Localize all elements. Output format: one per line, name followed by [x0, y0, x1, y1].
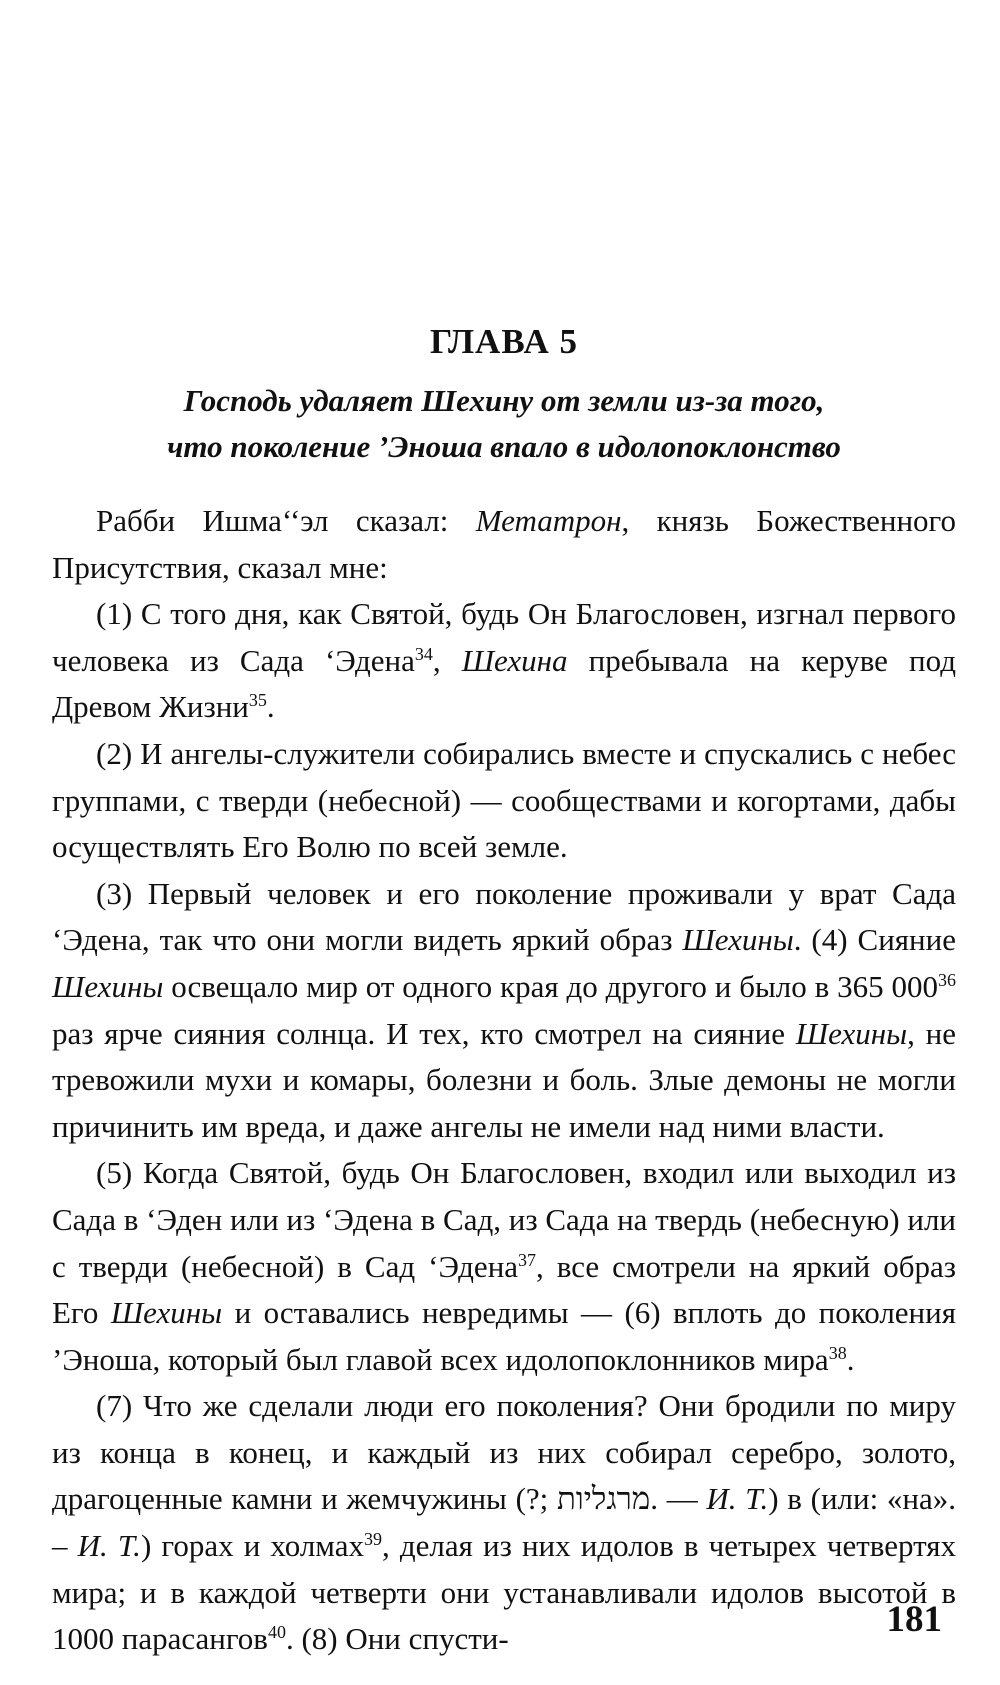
footnote-ref-39: 39 — [363, 1529, 382, 1550]
page-number: 181 — [886, 1599, 942, 1640]
footnote-ref-35: 35 — [248, 690, 267, 711]
text-run: , — [432, 642, 462, 678]
paragraph-5 — [52, 1150, 956, 1383]
hebrew-word: מרגליות — [556, 1481, 651, 1517]
text-run: . — [846, 1341, 855, 1377]
text-run: , делая из них идолов в четырех четвертях мира; и в каждой четверти они устанавливали идолов высотой в 1000 парасангов — [52, 1528, 956, 1657]
text-run: . — [266, 689, 275, 725]
italic-name-metatron: Метатрон — [475, 503, 622, 538]
chapter-subtitle — [52, 378, 956, 470]
text-run: (2) И ангелы-служители собирались вместе и спускались с небес группами, с тверди (небесной) — сообществами и когортами, дабы осуществлять Его Волю по всей земле. — [52, 735, 956, 865]
text-run: ) в (или: «на». – — [52, 1481, 956, 1564]
italic-term-shekhina: Шехина — [461, 642, 568, 678]
text-run: , князь Божественного Присутствия, сказал мне: — [52, 503, 957, 585]
paragraph-7 — [52, 1383, 956, 1663]
chapter-body — [52, 498, 956, 1663]
italic-translator-initials: И. Т. — [77, 1528, 141, 1564]
text-run: . (4) Сияние — [793, 922, 956, 958]
footnote-ref-36: 36 — [938, 969, 956, 990]
italic-term-shekhina: Шехины — [110, 1295, 223, 1331]
text-run: . (8) Они спусти- — [285, 1621, 509, 1657]
italic-translator-initials: И. Т. — [706, 1481, 769, 1517]
text-run: пребывала на керуве под Древом Жизни — [52, 642, 956, 725]
text-run: (7) Что же сделали люди его поколения? Они бродили по миру из конца в конец, и каждый из них собирал серебро, золото, драгоценные камни и жемчужины (?; — [52, 1388, 956, 1517]
paragraph-2 — [52, 731, 956, 871]
text-run: , все смотрели на яркий образ Его — [52, 1248, 956, 1331]
text-run: и оставались невредимы — (6) вплоть до поколения ’Эноша, который был главой всех идолопоклонников мира — [52, 1295, 956, 1377]
text-run: (1) С того дня, как Святой, будь Он Благословен, изгнал первого человека из Сада ‘Эдена — [52, 596, 956, 678]
text-run: раз ярче сияния солнца. И тех, кто смотрел на сияние — [52, 1015, 796, 1051]
footnote-ref-40: 40 — [267, 1622, 286, 1643]
intro-paragraph — [52, 498, 956, 591]
italic-term-shekhina: Шехины — [52, 968, 164, 1004]
footnote-ref-34: 34 — [414, 643, 433, 664]
italic-term-shekhina: Шехины — [682, 922, 794, 958]
footnote-ref-37: 37 — [518, 1249, 537, 1270]
chapter-subtitle-line-2: что поколение ’Эноша впало в идолопоклонство — [167, 429, 841, 464]
text-run: , не тревожили мухи и комары, болезни и боль. Злые демоны не могли причинить им вреда, и даже ангелы не имели над ними власти. — [52, 1015, 956, 1144]
text-run: (3) Первый человек и его поколение проживали у врат Сада ‘Эдена, так что они могли видеть яркий образ — [52, 875, 956, 958]
text-run: Рабби Ишма‘‘эл сказал: — [96, 503, 476, 538]
text-run: (5) Когда Святой, будь Он Благословен, входил или выходил из Сада в ‘Эден или из ‘Эдена в Сад, из Сада на твердь (небесную) или с тверди (небесной) в Сад ‘Эдена — [52, 1155, 956, 1284]
text-run: . — — [650, 1481, 707, 1517]
text-run: ) горах и холмах — [140, 1528, 364, 1564]
chapter-subtitle-line-1: Господь удаляет Шехину от земли из-за того, — [183, 383, 825, 418]
paragraph-3 — [52, 871, 956, 1151]
paragraph-1 — [52, 591, 956, 731]
footnote-ref-38: 38 — [828, 1342, 847, 1363]
chapter-heading: ГЛАВА 5 — [429, 322, 578, 361]
italic-term-shekhina: Шехины — [795, 1015, 908, 1051]
text-run: освещало мир от одного края до другого и было в 365 000 — [163, 968, 938, 1004]
book-page — [52, 0, 956, 1685]
